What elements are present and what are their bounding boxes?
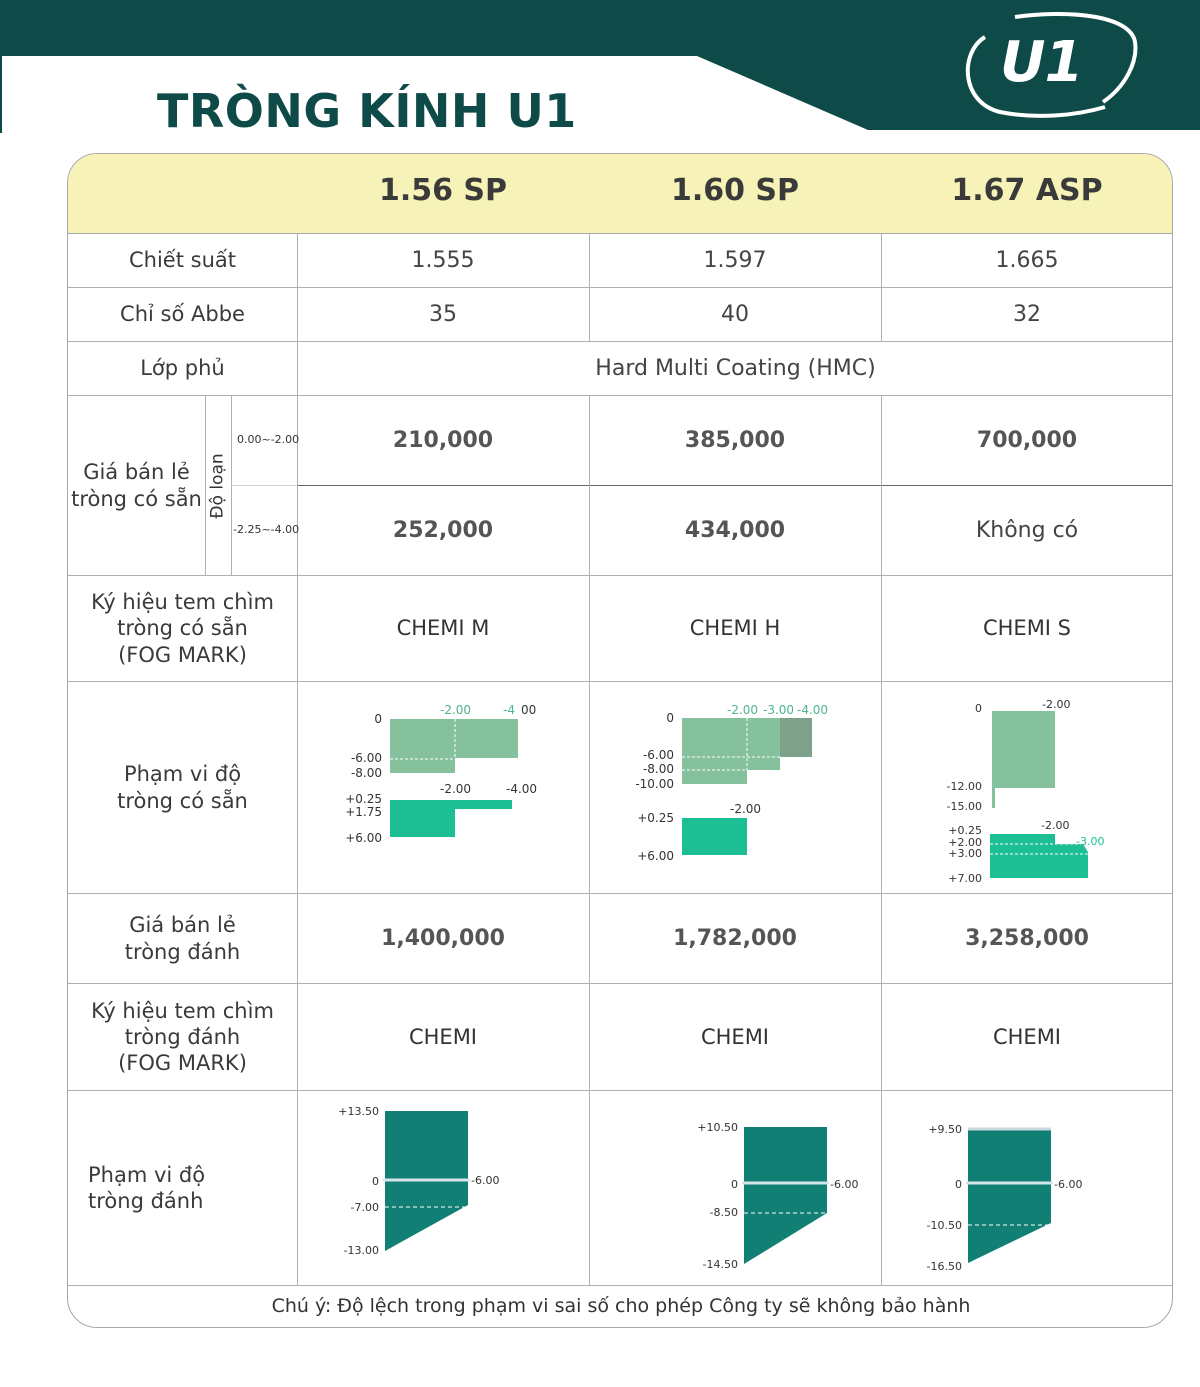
tick-label: +1.75	[345, 805, 382, 819]
tick-label: -8.00	[642, 762, 674, 776]
refractive-index-value: 1.597	[703, 247, 767, 273]
tick-label: 0	[374, 712, 382, 726]
tick-label: -3.00	[763, 703, 795, 717]
tick-label: -13.00	[343, 1244, 379, 1257]
tick-label: -6.00	[642, 748, 674, 762]
tick-label: -16.50	[926, 1260, 962, 1273]
tick-label: +0.25	[637, 811, 674, 825]
tick-label: +0.25	[345, 792, 382, 806]
tick-label: -4	[503, 703, 515, 717]
tick-label: -2.00	[730, 802, 762, 816]
tick-label: -2.00	[1042, 698, 1071, 711]
stock-price-low: 700,000	[976, 427, 1078, 453]
stock-bar-plus-cyl2	[682, 818, 747, 855]
stock-mark-label-line1: Ký hiệu tem chìm	[91, 590, 274, 615]
stock-mark-label-line2: tròng có sẵn	[117, 616, 248, 641]
tick-label: -15.00	[946, 800, 982, 813]
stock-bar-minus-cyl4	[455, 719, 518, 758]
stock-price-low: 385,000	[684, 427, 786, 453]
tick-label: -8.00	[350, 766, 382, 780]
tick-label: -2.00	[727, 703, 759, 717]
abbe-value: 35	[429, 301, 457, 327]
row-divider-sub	[231, 485, 297, 486]
rx-mark-label-line2: tròng đánh	[124, 1024, 241, 1049]
tick-label: -4.00	[506, 782, 538, 796]
stock-bar-minus-ext	[992, 788, 995, 808]
column-header-167: 1.67 ASP	[951, 173, 1103, 208]
stock-range-label-line2: tròng có sẵn	[117, 788, 248, 813]
stock-price-low: 210,000	[392, 427, 494, 453]
tick-label: 0	[731, 1178, 738, 1191]
rx-price-value: 1,400,000	[381, 925, 505, 951]
rx-mark-value: CHEMI	[992, 1024, 1062, 1049]
rx-mark-value: CHEMI	[408, 1024, 478, 1049]
rx-mark-label-line3: (FOG MARK)	[118, 1051, 247, 1076]
stock-bar-minus-cyl2	[682, 718, 747, 784]
row-divider	[68, 1285, 1173, 1286]
tick-label: -4.00	[797, 703, 829, 717]
tick-label: 0	[372, 1175, 379, 1188]
rx-price-label-line1: Giá bán lẻ	[129, 913, 236, 938]
tick-label: -10.00	[635, 777, 674, 791]
spec-table	[67, 153, 1173, 1328]
tick-label: -6.00	[471, 1174, 500, 1187]
stock-mark-label-line3: (FOG MARK)	[118, 642, 247, 667]
tick-label: -7.00	[350, 1201, 379, 1214]
stock-range-label	[68, 682, 297, 893]
page-title: TRÒNG KÍNH U1	[157, 84, 577, 138]
rx-price-label	[68, 894, 297, 983]
column-header-160: 1.60 SP	[670, 173, 800, 208]
stock-price-high: 252,000	[392, 517, 494, 543]
tick-label: 00	[521, 703, 537, 717]
stock-bar-minus-ext	[390, 759, 455, 773]
tick-label: -2.00	[440, 782, 472, 796]
range-low-label: 0.00~-2.00	[237, 433, 300, 446]
logo-text: U1	[1000, 30, 1083, 95]
stock-range-chart-156	[297, 682, 589, 893]
table-header-row	[68, 154, 1173, 234]
abbe-label: Chỉ số Abbe	[120, 302, 245, 327]
rx-range-shape	[968, 1129, 1051, 1263]
tick-label: -6.00	[350, 751, 382, 765]
tick-label: -3.00	[1076, 835, 1105, 848]
stock-bar-minus-cyl4	[780, 718, 812, 757]
rx-price-value: 3,258,000	[965, 925, 1089, 951]
tick-label: +9.50	[928, 1123, 962, 1136]
rx-range-chart-156	[297, 1091, 589, 1285]
stock-bar-minus-cyl2	[992, 711, 1055, 788]
tick-label: +10.50	[697, 1121, 738, 1134]
column-header-156: 1.56 SP	[378, 173, 508, 208]
tick-label: -8.50	[709, 1206, 738, 1219]
rx-range-label-line1: Phạm vi độ	[88, 1162, 206, 1187]
stock-range-label-line1: Phạm vi độ	[123, 762, 242, 787]
tick-label: 0	[666, 711, 674, 725]
stock-bar-minus-cyl2	[390, 719, 455, 759]
tick-label: +3.00	[948, 847, 982, 860]
stock-price-high: Không có	[975, 517, 1079, 543]
tick-label: 0	[955, 1178, 962, 1191]
footnote: Chú ý: Độ lệch trong phạm vi sai số cho phép Công ty sẽ không bảo hành	[271, 1295, 971, 1317]
tick-label: -14.50	[702, 1258, 738, 1271]
stock-bar-plus-cyl2	[390, 800, 455, 837]
stock-mark-label	[68, 576, 297, 681]
refractive-index-label: Chiết suất	[129, 248, 236, 273]
tick-label: +6.00	[637, 849, 674, 863]
stock-price-label-line1: Giá bán lẻ	[83, 460, 190, 485]
rx-mark-value: CHEMI	[700, 1024, 770, 1049]
stock-range-chart-167	[881, 682, 1173, 893]
rx-range-chart-167	[881, 1091, 1173, 1285]
stock-price-label-line2: tròng có sẵn	[71, 486, 202, 511]
stock-bar-minus-cyl3	[747, 718, 780, 770]
stock-mark-value: CHEMI S	[982, 616, 1072, 641]
refractive-index-value: 1.555	[411, 247, 475, 273]
rx-mark-label-line1: Ký hiệu tem chìm	[91, 998, 274, 1023]
stock-mark-value: CHEMI H	[689, 616, 781, 641]
tick-label: -10.50	[926, 1219, 962, 1232]
cylinder-label: Độ loạn	[208, 453, 229, 519]
abbe-value: 40	[721, 301, 749, 327]
tick-label: +6.00	[345, 831, 382, 845]
stock-price-high: 434,000	[684, 517, 786, 543]
tick-label: -6.00	[830, 1178, 859, 1191]
tick-label: +13.50	[338, 1105, 379, 1118]
coating-value: Hard Multi Coating (HMC)	[595, 355, 876, 381]
tick-label: +0.25	[948, 824, 982, 837]
coating-label: Lớp phủ	[140, 356, 225, 381]
tick-label: -6.00	[1054, 1178, 1083, 1191]
rx-price-value: 1,782,000	[673, 925, 797, 951]
rx-price-label-line2: tròng đánh	[124, 939, 241, 964]
stock-bar-plus	[990, 834, 1088, 878]
header-left-edge	[0, 56, 2, 133]
stock-price-label	[68, 396, 205, 575]
rx-range-shape	[744, 1127, 827, 1264]
tick-label: -2.00	[440, 703, 472, 717]
tick-label: -2.00	[1041, 819, 1070, 832]
rx-range-chart-160	[589, 1091, 881, 1285]
tick-label: +7.00	[948, 872, 982, 885]
stock-range-chart-160	[589, 682, 881, 893]
stock-mark-value: CHEMI M	[396, 616, 490, 641]
refractive-index-value: 1.665	[995, 247, 1059, 273]
tick-label: +2.00	[948, 836, 982, 849]
rx-mark-label	[68, 984, 297, 1090]
rx-range-label	[88, 1091, 238, 1285]
range-high-label: -2.25~-4.00	[233, 523, 300, 536]
rx-range-label-line2: tròng đánh	[88, 1189, 204, 1213]
tick-label: -12.00	[946, 780, 982, 793]
abbe-value: 32	[1013, 301, 1041, 327]
tick-label: 0	[975, 702, 982, 715]
